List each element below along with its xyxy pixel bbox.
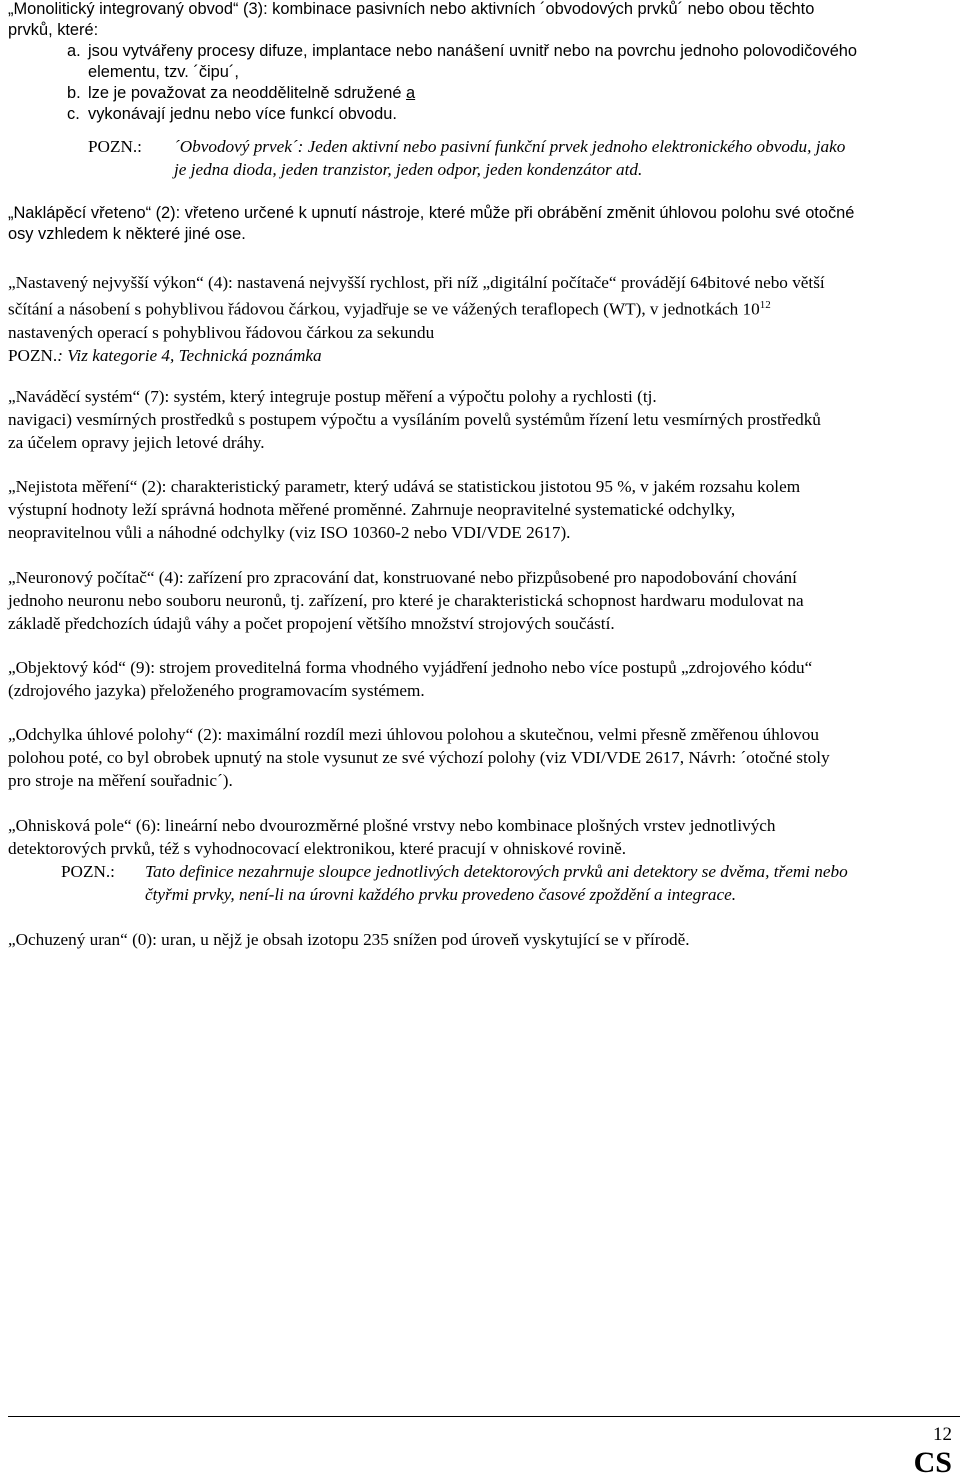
- definition-line: „Monolitický integrovaný obvod“ (3): kombinace pasivních nebo aktivních ´obvodových prvků´ nebo obou těchto: [8, 0, 815, 18]
- definition-objektovy-kod: [8, 656, 952, 702]
- definition-neuronovy-pocitac: [8, 566, 952, 635]
- definition-line: jednoho neuronu nebo souboru neuronů, tj. zařízení, pro které je charakteristická schopnost hardwaru modulovat na: [8, 591, 804, 610]
- list-item-a-cont: [8, 62, 952, 83]
- note-label: POZN.:: [61, 862, 115, 881]
- language-code: CS: [913, 1446, 952, 1479]
- list-item-c: [8, 104, 952, 125]
- note-text: ´Obvodový prvek´: Jeden aktivní nebo pasivní funkční prvek jednoho elektronického obvodu, jako: [174, 137, 846, 156]
- list-text: lze je považovat za neoddělitelně sdružené: [88, 84, 407, 102]
- definition-line: „Neuronový počítač“ (4): zařízení pro zpracování dat, konstruované nebo přizpůsobené pro napodobování chování: [8, 568, 797, 587]
- footer-divider: [8, 1416, 960, 1417]
- note-text: je jedna dioda, jeden tranzistor, jeden odpor, jeden kondenzátor atd.: [174, 160, 643, 179]
- list-text: jsou vytvářeny procesy difuze, implantace nebo nanášení uvnitř nebo na povrchu jednoho polovodičového: [88, 42, 858, 60]
- definition-line: „Ochuzený uran“ (0): uran, u nějž je obsah izotopu 235 snížen pod úroveň vyskytující se v přírodě.: [8, 930, 690, 949]
- list-item-b: [8, 83, 952, 104]
- definition-line: „Nastavený nejvyšší výkon“ (4): nastavená nejvyšší rychlost, při níž „digitální počítače“ provádějí 64bitové nebo větší: [8, 273, 825, 292]
- definition-line: osy vzhledem k některé jiné ose.: [8, 225, 246, 243]
- note-text: Tato definice nezahrnuje sloupce jednotlivých detektorových prvků ani detektory se dvěma, třemi nebo: [145, 862, 848, 881]
- list-item-a: [8, 41, 952, 62]
- definition-naklapeci-vreteno: [8, 203, 952, 245]
- definition-odchylka-uhlove-polohy: [8, 723, 952, 792]
- definition-line: detektorových prvků, též s vyhodnocovací elektronikou, které pracují v ohniskové rovině.: [8, 839, 627, 858]
- definition-line: „Nejistota měření“ (2): charakteristický parametr, který udává se statistickou jistotou 95 %, v jakém rozsahu kolem: [8, 477, 801, 496]
- definition-line: „Ohnisková pole“ (6): lineární nebo dvourozměrné plošné vrstvy nebo kombinace plošných vrstev jednotlivých: [8, 816, 776, 835]
- note-label: POZN.:: [88, 137, 142, 156]
- list-text-underlined: a: [406, 84, 416, 102]
- list-marker: a.: [67, 42, 81, 60]
- definition-ohniskova-pole: [8, 814, 952, 906]
- note-text: : Viz kategorie 4, Technická poznámka: [57, 345, 322, 365]
- list-marker: c.: [67, 105, 80, 123]
- list-text: vykonávají jednu nebo více funkcí obvodu.: [88, 105, 397, 123]
- definition-line: neopravitelnou vůli a náhodné odchylky (viz ISO 10360-2 nebo VDI/VDE 2617).: [8, 523, 571, 542]
- note-obvodovy-prvek: [88, 135, 956, 181]
- definition-ochuzeny-uran: [8, 928, 952, 951]
- definition-line: prvků, které:: [8, 21, 99, 39]
- superscript: 12: [759, 299, 771, 311]
- definition-line: výstupní hodnoty leží správná hodnota měřené proměnné. Zahrnuje neopravitelné systematické odchylky,: [8, 500, 736, 519]
- definition-nastaveny-nejvyssi-vykon: [8, 271, 952, 367]
- definition-line: za účelem opravy jejich letové dráhy.: [8, 433, 265, 452]
- definition-line: sčítání a násobení s pohyblivou řádovou čárkou, vyjadřuje se ve vážených teraflopech (WT), v jednotkách 10: [8, 299, 760, 319]
- definition-line: navigaci) vesmírných prostředků s postupem výpočtu a vysíláním povelů systémům řízení letu vesmírných prostředků: [8, 410, 821, 429]
- definition-nejistota-mereni: [8, 475, 952, 544]
- note-text: čtyřmi prvky, není-li na úrovni každého prvku provedeno časové zpoždění a integrace.: [145, 885, 737, 904]
- definition-line: základě předchozích údajů váhy a počet propojení většího množství strojových součástí.: [8, 614, 615, 633]
- definition-line: „Naváděcí systém“ (7): systém, který integruje postup měření a výpočtu polohy a rychlosti (tj.: [8, 387, 657, 406]
- definition-line: „Naklápěcí vřeteno“ (2): vřeteno určené k upnutí nástroje, které může při obrábění změnit úhlovou polohu své otočné: [8, 204, 855, 222]
- definition-line: „Odchylka úhlové polohy“ (2): maximální rozdíl mezi úhlovou polohou a skutečnou, velmi přesně změřenou úhlovou: [8, 725, 819, 744]
- definition-line: „Objektový kód“ (9): strojem proveditelná forma vhodného vyjádření jednoho nebo více postupů „zdrojového kódu“: [8, 658, 813, 677]
- definition-navadeci-system: [8, 385, 952, 454]
- definition-line: (zdrojového jazyka) přeloženého programovacím systémem.: [8, 681, 425, 700]
- definition-line: polohou poté, co byl obrobek upnutý na stole vysunut ze své výchozí polohy (viz VDI/VDE 2617, Návrh: ´otočné stoly: [8, 748, 830, 767]
- definition-line: nastavených operací s pohyblivou řádovou čárkou za sekundu: [8, 322, 435, 342]
- definition-monoliticky-integrovany-obvod: [8, 0, 952, 125]
- definition-line: pro stroje na měření souřadnic´).: [8, 771, 233, 790]
- list-marker: b.: [67, 84, 81, 102]
- note-label: POZN.: [8, 345, 58, 365]
- page-number: 12: [933, 1424, 952, 1445]
- list-text: elementu, tzv. ´čipu´,: [88, 63, 239, 81]
